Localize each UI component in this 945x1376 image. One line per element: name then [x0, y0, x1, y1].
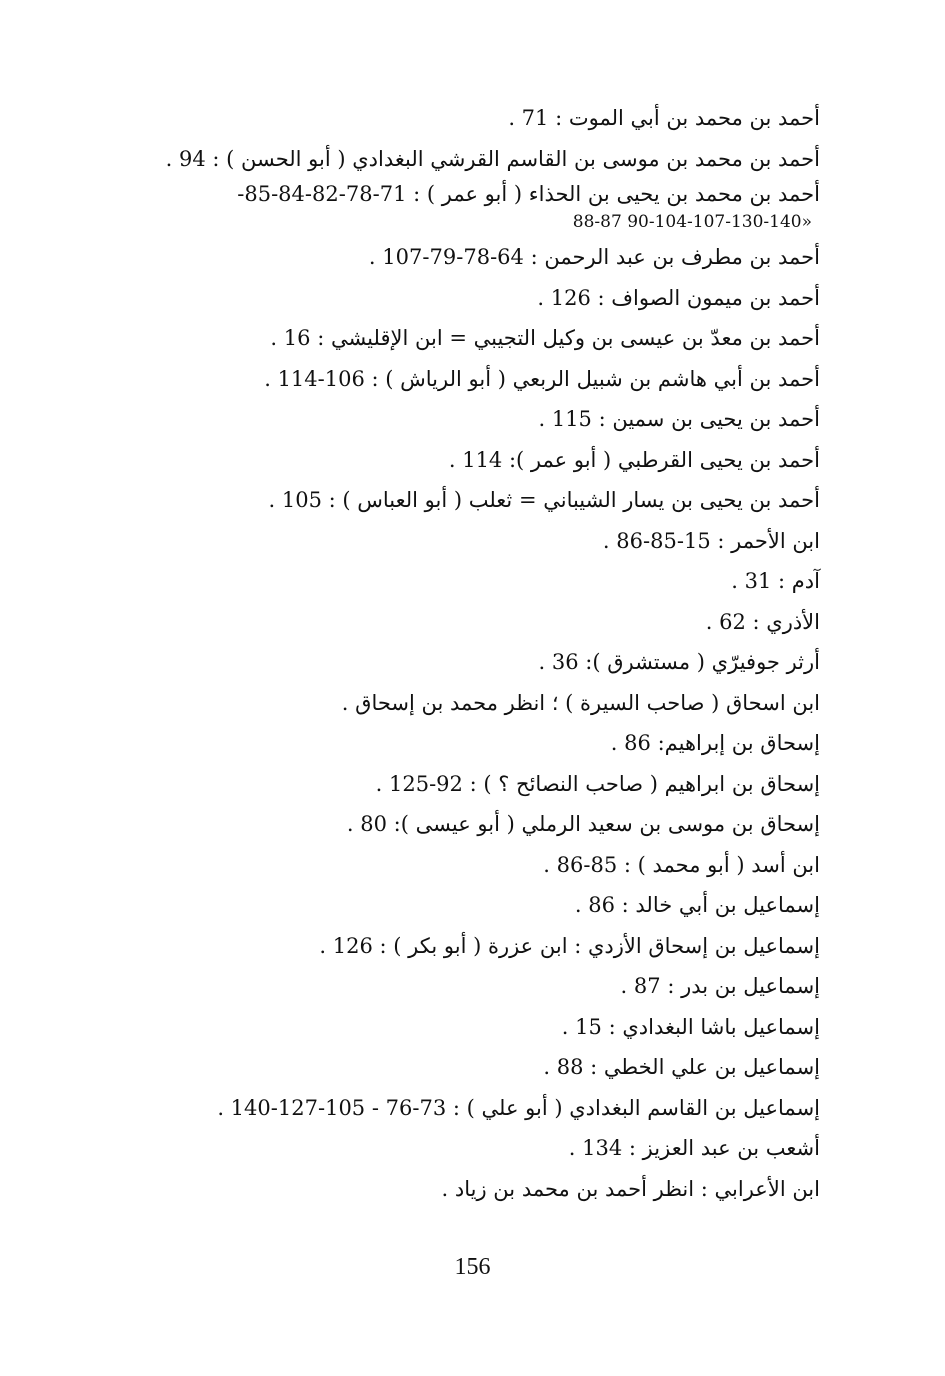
index-entry: أحمد بن يحيى القرطبي ( أبو عمر ): 114 . [448, 447, 820, 472]
index-entry: إسماعيل بن القاسم البغدادي ( أبو علي ) : 73-76 - 105-127-140 . [217, 1095, 820, 1120]
index-entry: أحمد بن محمد بن يحيى بن الحذاء ( أبو عمر ) : 71-78-82-84-85- [237, 182, 820, 206]
index-entry: أحمد بن محمد بن أبي الموت : 71 . [508, 106, 820, 130]
index-entry: أحمد بن أبي هاشم بن شبيل الربعي ( أبو الرياش ) : 106-114 . [264, 366, 820, 391]
index-entry: إسماعيل بن بدر : 87 . [620, 974, 820, 998]
index-entry: ابن اسحاق ( صاحب السيرة ) ؛ انظر محمد بن إسحاق . [341, 690, 820, 715]
index-entry: أحمد بن ميمون الصواف : 126 . [537, 285, 820, 310]
index-entry: آدم : 31 . [731, 569, 820, 593]
index-entry: أحمد بن يحيى بن سمين : 115 . [538, 407, 820, 431]
index-entry: أرثر جوفيرّي ( مستشرق ): 36 . [538, 650, 820, 674]
index-entry: إسحاق بن موسى بن سعيد الرملي ( أبو عيسى ): 80 . [346, 812, 820, 836]
index-entry: أحمد بن مطرف بن عبد الرحمن : 64-78-79-107 . [368, 245, 820, 269]
index-entry-continuation: 88-87 90-104-107-130-140» [572, 212, 812, 232]
index-entry: إسماعيل بن أبي خالد : 86 . [574, 893, 820, 917]
index-entry: إسماعيل بن إسحاق الأزدي : ابن عزرة ( أبو بكر ) : 126 . [319, 933, 820, 958]
index-entry: ابن أسد ( أبو محمد ) : 85-86 . [543, 852, 820, 877]
page-number: 156 [454, 1254, 491, 1280]
index-entry: أحمد بن معدّ بن عيسى بن وكيل التجيبي = ابن الإقليشي : 16 . [270, 326, 820, 350]
index-entry: أحمد بن يحيى بن يسار الشيباني = ثعلب ( أبو العباس ) : 105 . [268, 488, 820, 512]
index-entry: إسحاق بن ابراهيم ( صاحب النصائح ؟ ) : 92-125 . [375, 771, 820, 796]
index-entry: أشعب بن عبد العزيز : 134 . [568, 1136, 820, 1160]
index-entry: إسماعيل باشا البغدادي : 15 . [561, 1014, 820, 1039]
index-entry: أحمد بن محمد بن موسى بن القاسم القرشي البغدادي ( أبو الحسن ) : 94 . [165, 146, 820, 171]
index-entry: الأذري : 62 . [705, 609, 820, 634]
index-list [120, 98, 820, 1209]
index-entry: ابن الأعرابي : انظر أحمد بن محمد بن زياد . [441, 1176, 820, 1201]
index-entry: إسماعيل بن علي الخطي : 88 . [543, 1055, 820, 1079]
index-entry: ابن الأحمر : 15-85-86 . [602, 528, 820, 553]
index-entry: إسحاق بن إبراهيم: 86 . [610, 731, 820, 755]
